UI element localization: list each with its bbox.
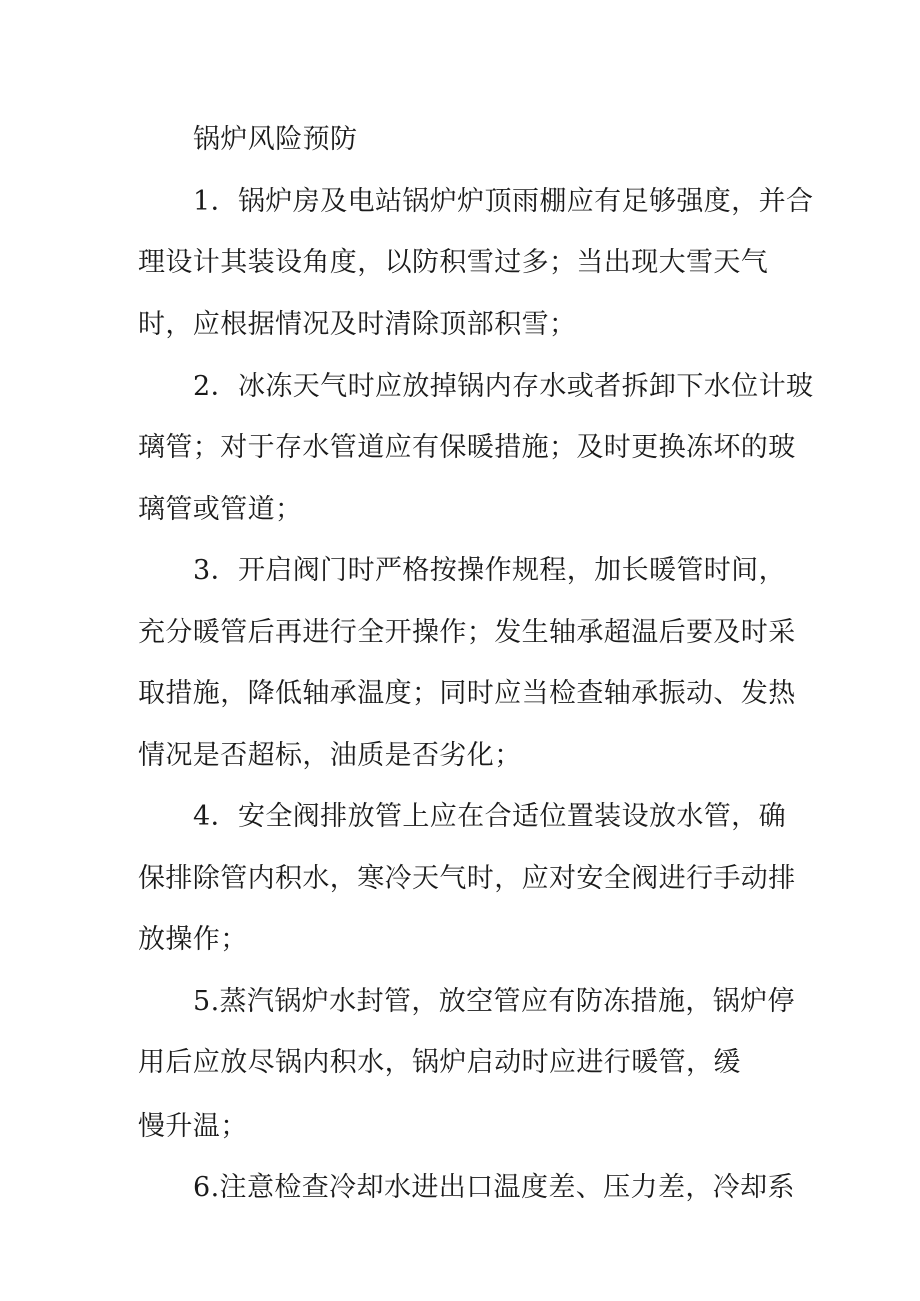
item-4-line-1: 4．安全阀排放管上应在合适位置装设放水管，确 [193, 801, 786, 832]
item-5-line-1: 5.蒸汽锅炉水封管，放空管应有防冻措施，锅炉停 [193, 986, 795, 1017]
item-5-line-3: 慢升温； [138, 1111, 248, 1142]
item-1-line-1: 1．锅炉房及电站锅炉炉顶雨棚应有足够强度，并合 [193, 186, 814, 217]
item-3-line-2: 充分暖管后再进行全开操作；发生轴承超温后要及时采 [138, 617, 796, 648]
item-1-line-2: 理设计其装设角度，以防积雪过多；当出现大雪天气 [138, 247, 769, 278]
item-3-line-1: 3．开启阀门时严格按操作规程，加长暖管时间， [193, 555, 786, 586]
item-3-line-4: 情况是否超标，油质是否劣化； [138, 740, 522, 771]
item-5-line-2: 用后应放尽锅内积水，锅炉启动时应进行暖管，缓 [138, 1047, 741, 1078]
item-2-line-3: 璃管或管道； [138, 494, 303, 525]
item-6-line-1: 6.注意检查冷却水进出口温度差、压力差，冷却系 [193, 1172, 795, 1203]
item-4-line-3: 放操作； [138, 924, 248, 955]
item-2-line-1: 2．冰冻天气时应放掉锅内存水或者拆卸下水位计玻 [193, 371, 814, 402]
item-4-line-2: 保排除管内积水，寒冷天气时，应对安全阀进行手动排 [138, 863, 796, 894]
item-2-line-2: 璃管；对于存水管道应有保暖措施；及时更换冻坏的玻 [138, 432, 796, 463]
item-3-line-3: 取措施，降低轴承温度；同时应当检查轴承振动、发热 [138, 678, 796, 709]
item-1-line-3: 时，应根据情况及时清除顶部积雪； [138, 309, 577, 340]
document-title: 锅炉风险预防 [193, 124, 358, 155]
